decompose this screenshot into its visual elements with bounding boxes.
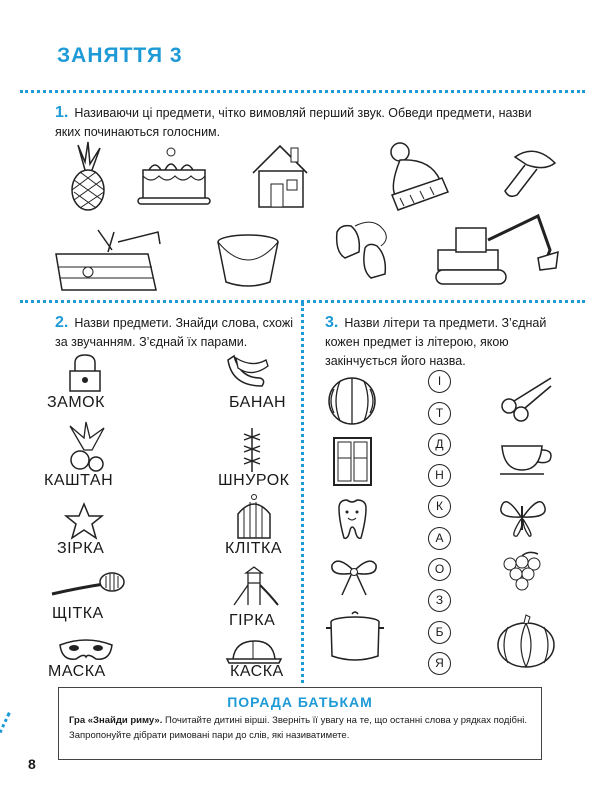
slide-icon[interactable]	[230, 565, 280, 610]
tooth-icon[interactable]	[335, 498, 370, 543]
pot-icon[interactable]	[326, 606, 384, 666]
watermelon-icon[interactable]	[326, 375, 378, 427]
birdcage-icon[interactable]	[234, 494, 274, 542]
toolbox-icon[interactable]	[48, 222, 168, 297]
lesson-title: ЗАНЯТТЯ 3	[57, 44, 183, 67]
butterfly-icon[interactable]	[495, 492, 550, 542]
shoelace-icon[interactable]	[238, 426, 268, 474]
advice-title: ПОРАДА БАТЬКАМ	[227, 694, 373, 710]
letter-circle[interactable]: З	[428, 589, 451, 612]
winter-hat-icon[interactable]	[380, 140, 460, 215]
chestnut-icon[interactable]	[60, 420, 110, 475]
task1-text: Називаючи ці предмети, чітко вимовляй перший звук. Обведи предмети, назви яких починаються голосним.	[55, 106, 532, 139]
padlock-icon[interactable]	[65, 353, 105, 393]
bucket-icon[interactable]	[210, 228, 285, 293]
pineapple-icon[interactable]	[50, 140, 120, 210]
task1-instruction	[55, 103, 555, 142]
letter-circle[interactable]: А	[428, 527, 451, 550]
letter-circle[interactable]: К	[428, 495, 451, 518]
task3-text: Назви літери та предмети. З’єднай кожен предмет із літерою, якою закінчується його назва.	[325, 316, 547, 368]
top-divider	[20, 90, 585, 93]
task3-instruction	[325, 313, 570, 371]
bow-icon[interactable]	[328, 553, 383, 598]
word-shnurok: ШНУРОК	[218, 472, 290, 489]
task2-text: Назви предмети. Знайди слова, схожі за звучанням. З’єднай їх парами.	[55, 316, 293, 349]
cake-icon[interactable]	[135, 140, 215, 210]
excavator-icon[interactable]	[428, 210, 568, 292]
letter-circle[interactable]: Д	[428, 433, 451, 456]
column-divider	[301, 303, 304, 683]
letter-circle[interactable]: Б	[428, 621, 451, 644]
letter-circle[interactable]: О	[428, 558, 451, 581]
window-icon[interactable]	[330, 434, 375, 489]
advice-text	[69, 713, 533, 743]
advice-body: Почитайте дитині вірші. Зверніть її увагу на те, що останні слова у рядках подібні. Запропонуйте дібрати римовані пари до слів, які називатимете.	[69, 715, 527, 741]
word-zamok: ЗАМОК	[47, 394, 105, 411]
word-kashtan: КАШТАН	[44, 472, 114, 489]
task3-number: 3.	[325, 314, 339, 331]
parents-advice-box	[58, 687, 542, 760]
letter-circle[interactable]: Н	[428, 464, 451, 487]
house-icon[interactable]	[245, 138, 320, 213]
banana-icon[interactable]	[222, 350, 272, 395]
page-number: 8	[28, 756, 36, 772]
star-icon[interactable]	[64, 502, 104, 540]
pumpkin-icon[interactable]	[494, 613, 559, 671]
task2-instruction	[55, 313, 295, 352]
corner-decoration	[0, 712, 65, 793]
advice-game-label: Гра «Знайди риму».	[69, 715, 163, 726]
letter-circle[interactable]: І	[428, 370, 451, 393]
letter-circle[interactable]: Т	[428, 402, 451, 425]
word-maska: МАСКА	[48, 663, 106, 680]
teacup-icon[interactable]	[498, 438, 558, 478]
brush-icon[interactable]	[48, 570, 128, 604]
word-kaska: КАСКА	[230, 663, 284, 680]
mask-icon[interactable]	[56, 635, 116, 665]
task1-number: 1.	[55, 104, 69, 121]
letter-circle[interactable]: Я	[428, 652, 451, 675]
scissors-icon[interactable]	[497, 374, 555, 422]
mittens-icon[interactable]	[325, 212, 405, 292]
word-klitka: КЛІТКА	[225, 540, 283, 557]
mushroom-icon[interactable]	[495, 145, 565, 210]
word-shchitka: ЩІТКА	[52, 605, 104, 622]
word-zirka: ЗІРКА	[57, 540, 105, 557]
task2-number: 2.	[55, 314, 69, 331]
word-hirka: ГІРКА	[229, 612, 276, 629]
word-banan: БАНАН	[229, 394, 287, 411]
grapes-icon[interactable]	[498, 550, 553, 595]
